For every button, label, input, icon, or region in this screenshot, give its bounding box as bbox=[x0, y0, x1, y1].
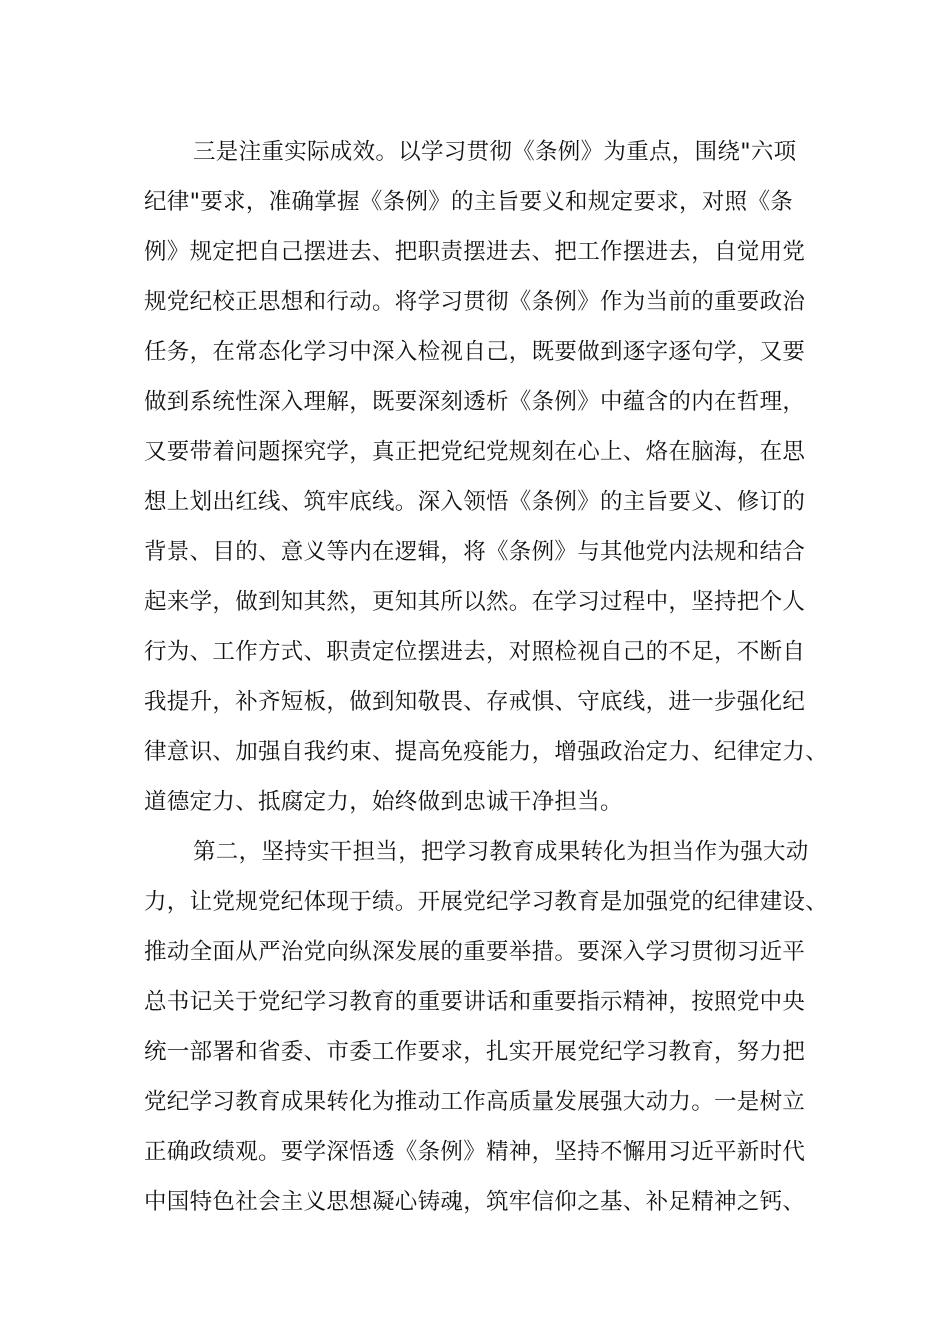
paragraph-line: 纪律"要求，准确掌握《条例》的主旨要义和规定要求，对照《条 bbox=[144, 189, 794, 215]
paragraph-line: 任务，在常态化学习中深入检视自己，既要做到逐字逐句学，又要 bbox=[144, 339, 806, 365]
paragraph-line: 规党纪校正思想和行动。将学习贯彻《条例》作为当前的重要政治 bbox=[144, 289, 806, 315]
paragraph-line: 推动全面从严治党向纵深发展的重要举措。要深入学习贯彻习近平 bbox=[144, 939, 806, 965]
paragraph-line: 背景、目的、意义等内在逻辑，将《条例》与其他党内法规和结合 bbox=[144, 539, 806, 565]
paragraph-line: 第二，坚持实干担当，把学习教育成果转化为担当作为强大动 bbox=[193, 839, 809, 865]
paragraph-line: 想上划出红线、筑牢底线。深入领悟《条例》的主旨要义、修订的 bbox=[144, 489, 806, 515]
paragraph-line: 正确政绩观。要学深悟透《条例》精神，坚持不懈用习近平新时代 bbox=[144, 1139, 806, 1165]
paragraph-line: 道德定力、抵腐定力，始终做到忠诚干净担当。 bbox=[144, 789, 623, 815]
paragraph-line: 党纪学习教育成果转化为推动工作高质量发展强大动力。一是树立 bbox=[144, 1089, 806, 1115]
paragraph-line: 中国特色社会主义思想凝心铸魂，筑牢信仰之基、补足精神之钙、 bbox=[144, 1189, 806, 1215]
body-text bbox=[144, 127, 834, 1227]
paragraph-line: 总书记关于党纪学习教育的重要讲话和重要指示精神，按照党中央 bbox=[144, 989, 806, 1015]
paragraph-line: 力，让党规党纪体现于绩。开展党纪学习教育是加强党的纪律建设、 bbox=[144, 889, 829, 915]
paragraph-line: 统一部署和省委、市委工作要求，扎实开展党纪学习教育，努力把 bbox=[144, 1039, 806, 1065]
paragraph-line: 律意识、加强自我约束、提高免疫能力，增强政治定力、纪律定力、 bbox=[144, 739, 829, 765]
paragraph-line: 起来学，做到知其然，更知其所以然。在学习过程中，坚持把个人 bbox=[144, 589, 806, 615]
paragraph-line: 又要带着问题探究学，真正把党纪党规刻在心上、烙在脑海，在思 bbox=[144, 439, 806, 465]
paragraph-line: 我提升，补齐短板，做到知敬畏、存戒惧、守底线，进一步强化纪 bbox=[144, 689, 806, 715]
paragraph-line: 三是注重实际成效。以学习贯彻《条例》为重点，围绕"六项 bbox=[193, 139, 797, 165]
paragraph-line: 做到系统性深入理解，既要深刻透析《条例》中蕴含的内在哲理， bbox=[144, 389, 806, 415]
paragraph-line: 行为、工作方式、职责定位摆进去，对照检视自己的不足，不断自 bbox=[144, 639, 806, 665]
paragraph-line: 例》规定把自己摆进去、把职责摆进去、把工作摆进去，自觉用党 bbox=[144, 239, 806, 265]
